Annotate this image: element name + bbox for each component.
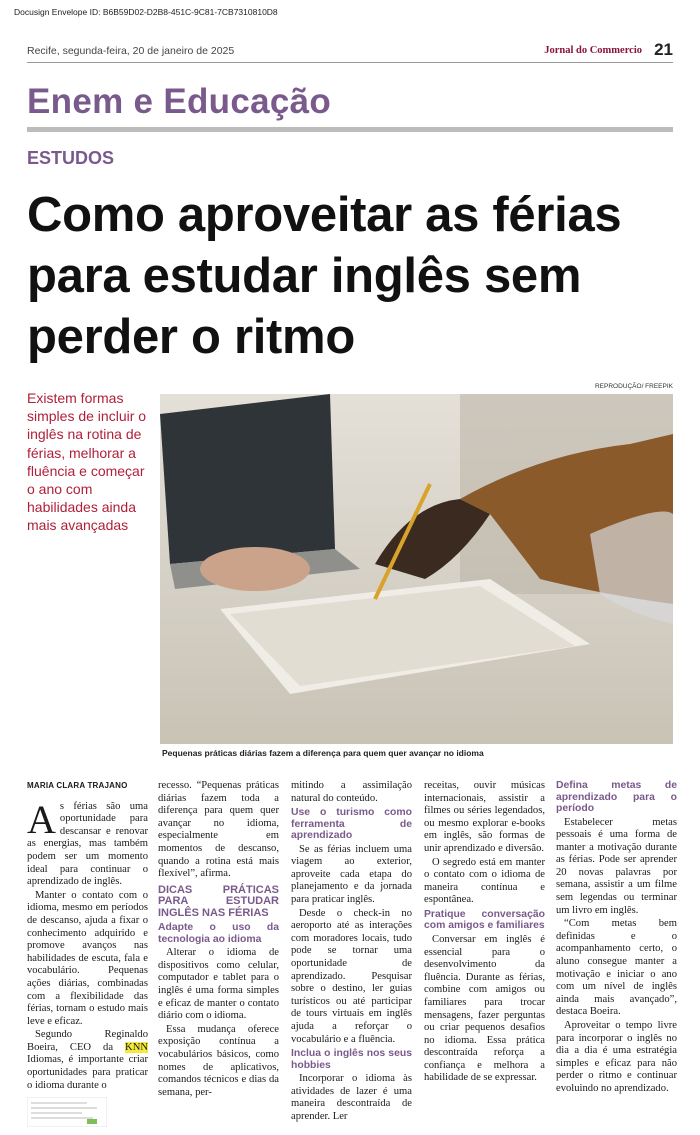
article-column-4 — [424, 780, 545, 1086]
docusign-envelope-id: Docusign Envelope ID: B6B59D02-D2B8-451C-9C81-7CB7310810D8 — [14, 7, 278, 17]
print-stamp-graphic — [27, 1097, 107, 1127]
paragraph-text: Idiomas, é importante criar oportunidades para praticar o idioma durante o — [27, 1054, 148, 1091]
byline: MARIA CLARA TRAJANO — [27, 781, 128, 790]
article-column-5 — [556, 780, 677, 1097]
paragraph — [27, 796, 148, 889]
page-number: 21 — [654, 40, 673, 59]
paragraph: Alterar o idioma de dispositivos como celular, computador e tablet para o inglês é uma forma simples e eficaz de manter o contato diário com o idioma. — [158, 947, 279, 1022]
photo-caption: Pequenas práticas diárias fazem a diferença para quem quer avançar no idioma — [162, 748, 484, 758]
paragraph: Desde o check-in no aeroporto até as interações com moradores locais, tudo pode se tornar uma oportunidade de aprendizado. Pesquisar sobre o destino, ler guias turísticos ou até participar de tours virtuais em inglês ajuda a reforçar o vocabulário e a fluência. — [291, 907, 412, 1045]
subheading: Defina metas de aprendizado para o período — [556, 780, 677, 814]
subheading: Pratique conversação com amigos e familiares — [424, 908, 545, 932]
article-column-1 — [27, 780, 148, 1093]
photo-credit: REPRODUÇÃO/ FREEPIK — [594, 383, 673, 390]
intro-text: Existem formas simples de incluir o inglês na rotina de férias, melhorar a fluência e começar o ano com habilidades ainda mais avançadas — [27, 390, 147, 534]
paragraph: Estabelecer metas pessoais é uma forma de manter a motivação durante as férias. Pode ser aprender 20 novas palavras por semana, assistir a um filme sem legendas ou terminar um livro em inglês. — [556, 816, 677, 916]
kicker: ESTUDOS — [27, 148, 115, 168]
paragraph-text: Segundo Reginaldo Boeira, CEO da — [27, 1029, 148, 1053]
headline: Como aproveitar as férias para estudar inglês sem perder o ritmo — [27, 188, 622, 364]
paragraph: Se as férias incluem uma viagem ao exterior, aproveite cada etapa do planejamento e da jornada para praticar inglês. — [291, 843, 412, 906]
paragraph: recesso. “Pequenas práticas diárias fazem toda a diferença para quem quer avançar no idioma, especialmente em momentos de descanso, quando a rotina está mais flexível”, afirma. — [158, 780, 279, 880]
header-rule — [27, 62, 673, 63]
paragraph: Aproveitar o tempo livre para incorporar o inglês no dia a dia é uma estratégia simples e eficaz para não perder o ritmo e continuar evoluindo no aprendizado. — [556, 1020, 677, 1094]
highlighted-text: KNN — [125, 1041, 148, 1053]
newspaper-name: Jornal do Commercio — [544, 45, 642, 56]
paragraph: Manter o contato com o idioma, mesmo em períodos de descanso, ajuda a fixar o conhecimento adquirido e promove avanços nas habilidades de escuta, fala e vocabulário. Pequenas ações diárias, combinadas com a flexibilidade das férias, tornam o estudo mais leve e eficaz. — [27, 889, 148, 1027]
section-rule — [27, 127, 673, 132]
paragraph: Incorporar o idioma às atividades de lazer é uma maneira descontraída de aprender. Ler — [291, 1073, 412, 1122]
paragraph: receitas, ouvir músicas internacionais, assistir a filmes ou séries legendados, ou mesmo explorar e-books em inglês, são formas de unir aprendizado e diversão. — [424, 780, 545, 854]
photo-illustration — [160, 394, 673, 744]
paragraph: Conversar em inglês é essencial para o desenvolvimento da fluência. Durante as férias, combine com amigos ou familiares para trocar mensagens, fazer perguntas ou criar pequenos desafios no idioma. Essa prática descontraída reforça a confiança e melhora a habilidade de se expressar. — [424, 933, 545, 1084]
subheading: Use o turismo como ferramenta de aprendizado — [291, 807, 412, 842]
paragraph: “Com metas bem definidas e o acompanhamento certo, o aluno consegue manter a motivação e iniciar o ano com um nível de inglês ainda mais avançado”, destaca Boeira. — [556, 918, 677, 1018]
dateline: Recife, segunda-feira, 20 de janeiro de 2025 — [27, 45, 235, 57]
print-stamp — [27, 1097, 107, 1127]
subheading: Inclua o inglês nos seus hobbies — [291, 1048, 412, 1071]
box-heading: DICAS PRÁTICAS PARA ESTUDAR INGLÊS NAS FÉRIAS — [158, 883, 279, 919]
paragraph: O segredo está em manter o contato com o idioma de maneira contínua e espontânea. — [424, 856, 545, 906]
section-title: Enem e Educação — [27, 82, 332, 121]
dropcap: A — [27, 796, 56, 842]
paragraph-text: s férias são uma oportunidade para descansar e renovar as energias, mas também podem ser um momento ideal para continuar o aprendizado de inglês. — [27, 800, 148, 888]
subheading: Adapte o uso da tecnologia ao idioma — [158, 922, 279, 945]
article-photo — [160, 394, 673, 744]
paragraph: Essa mudança oferece exposição contínua a vocabulários básicos, como nomes de aplicativos, comandos técnicos e dias da semana, per- — [158, 1023, 279, 1098]
paragraph: mitindo a assimilação natural do conteúdo. — [291, 780, 412, 804]
article-column-3 — [291, 780, 412, 1125]
paragraph — [27, 1029, 148, 1092]
article-column-2 — [158, 780, 279, 1100]
